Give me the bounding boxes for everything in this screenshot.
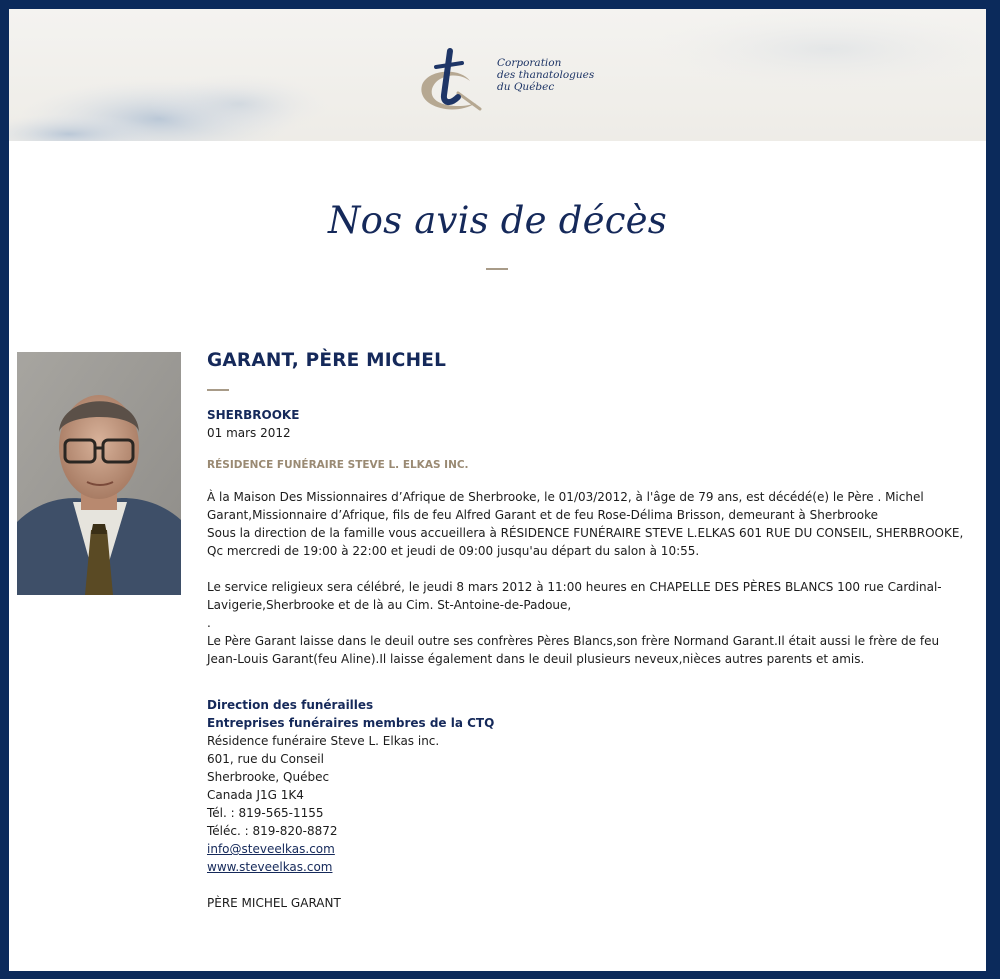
direction-street: 601, rue du Conseil [207, 752, 324, 766]
obituary-paragraph [207, 560, 972, 578]
email-link[interactable]: info@steveelkas.com [207, 842, 335, 856]
obituary-content [207, 349, 972, 912]
obituary-city: SHERBROOKE [207, 408, 300, 422]
direction-postal: Canada J1G 1K4 [207, 788, 304, 802]
obituary-paragraph: . [207, 616, 211, 630]
funeral-home-name: RÉSIDENCE FUNÉRAIRE STEVE L. ELKAS INC. [207, 459, 469, 471]
logo-line-3: du Québec [497, 81, 555, 93]
direction-company: Résidence funéraire Steve L. Elkas inc. [207, 734, 440, 748]
obituary-paragraph: Le service religieux sera célébré, le jeudi 8 mars 2012 à 11:00 heures en CHAPELLE DES PÈRES BLANCS 100 rue Cardinal-Lavigerie,Sherbrooke et de là au Cim. St-Antoine-de-Padoue, [207, 580, 942, 612]
direction-subheading: Entreprises funéraires membres de la CTQ [207, 716, 495, 730]
deceased-name: GARANT, PÈRE MICHEL [207, 350, 447, 371]
page-title: Nos avis de décès [328, 199, 667, 242]
website-link[interactable]: www.steveelkas.com [207, 860, 333, 874]
funeral-direction-block [207, 696, 972, 876]
direction-heading: Direction des funérailles [207, 698, 374, 712]
page-frame [9, 9, 986, 971]
logo-line-1: Corporation [497, 57, 562, 69]
ctq-logo[interactable] [414, 37, 484, 112]
name-divider [207, 389, 229, 391]
title-divider [486, 268, 508, 270]
direction-fax: Téléc. : 819-820-8872 [207, 824, 338, 838]
direction-phone: Tél. : 819-565-1155 [207, 806, 324, 820]
obituary-date: 01 mars 2012 [207, 426, 291, 440]
logo-wordmark [497, 57, 594, 93]
obituary-text [207, 488, 972, 668]
deceased-portrait-photo [17, 352, 181, 595]
direction-city: Sherbrooke, Québec [207, 770, 330, 784]
obituary-paragraph: Sous la direction de la famille vous accueillera à RÉSIDENCE FUNÉRAIRE STEVE L.ELKAS 601 RUE DU CONSEIL, SHERBROOKE, Qc mercredi de 19:00 à 22:00 et jeudi de 09:00 jusqu'au départ du salon à 10:55. [207, 526, 964, 558]
obituary-signature: PÈRE MICHEL GARANT [207, 896, 341, 910]
logo-line-2: des thanatologues [497, 69, 595, 81]
obituary-paragraph: À la Maison Des Missionnaires d’Afrique de Sherbrooke, le 01/03/2012, à l'âge de 79 ans, est décédé(e) le Père . Michel Garant,Missionnaire d’Afrique, fils de feu Alfred Garant et de feu Rose-Délima Brisson, demeurant à Sherbrooke [207, 490, 924, 522]
obituary-paragraph: Le Père Garant laisse dans le deuil outre ses confrères Pères Blancs,son frère Normand Garant.Il était aussi le frère de feu Jean-Louis Garant(feu Aline).Il laisse également dans le deuil plusieurs neveux,nièces autres parents et amis. [207, 634, 940, 666]
header-banner [9, 9, 986, 141]
